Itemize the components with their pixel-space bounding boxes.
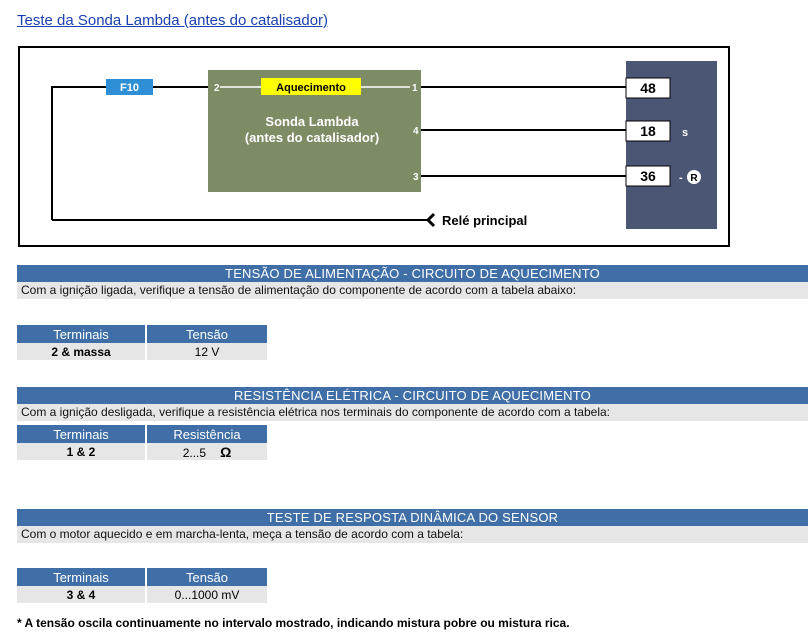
table-row bbox=[17, 586, 267, 603]
reference-ground-letter: R bbox=[690, 173, 698, 184]
pin-4-label: 4 bbox=[413, 126, 419, 137]
heater-label: Aquecimento bbox=[276, 82, 346, 94]
fuse-label: F10 bbox=[120, 82, 139, 94]
section-title-supply-voltage: TENSÃO DE ALIMENTAÇÃO - CIRCUITO DE AQUECIMENTO bbox=[17, 265, 808, 282]
component-name-line2: (antes do catalisador) bbox=[244, 130, 380, 145]
ecu-pin-36: 36 bbox=[640, 168, 656, 184]
relay-label: Relé principal bbox=[442, 213, 528, 228]
section-title-dynamic-response: TESTE DE RESPOSTA DINÂMICA DO SENSOR bbox=[17, 509, 808, 526]
resistance-value: 2...5 bbox=[182, 445, 207, 460]
table-row bbox=[17, 343, 267, 360]
resistance-table bbox=[17, 425, 267, 460]
ecu-pin-48: 48 bbox=[640, 80, 656, 96]
pin-2-label: 2 bbox=[214, 83, 220, 94]
header-terminals: Terminais bbox=[17, 425, 146, 443]
footnote: * A tensão oscila continuamente no intervalo mostrado, indicando mistura pobre ou mistura rica. bbox=[17, 616, 570, 630]
header-voltage: Tensão bbox=[146, 568, 267, 586]
component-name-line1: Sonda Lambda bbox=[265, 114, 359, 129]
cell-resistance bbox=[146, 443, 267, 460]
ohm-symbol: Ω bbox=[220, 443, 232, 460]
dynamic-response-table bbox=[17, 568, 267, 603]
table-row bbox=[17, 443, 267, 460]
wiring-diagram-svg bbox=[20, 48, 728, 245]
cell-terminals: 2 & massa bbox=[17, 343, 146, 360]
page-title-link[interactable]: Teste da Sonda Lambda (antes do catalisador) bbox=[17, 12, 329, 29]
header-voltage: Tensão bbox=[146, 325, 267, 343]
supply-voltage-table bbox=[17, 325, 267, 360]
header-resistance: Resistência bbox=[146, 425, 267, 443]
cell-voltage: 12 V bbox=[146, 343, 267, 360]
header-terminals: Terminais bbox=[17, 568, 146, 586]
table-header-row bbox=[17, 568, 267, 586]
cell-terminals: 3 & 4 bbox=[17, 586, 146, 603]
table-header-row bbox=[17, 425, 267, 443]
table-header-row bbox=[17, 325, 267, 343]
wiring-diagram bbox=[18, 46, 730, 247]
header-terminals: Terminais bbox=[17, 325, 146, 343]
section-description-dynamic-response: Com o motor aquecido e em marcha-lenta, meça a tensão de acordo com a tabela: bbox=[17, 526, 808, 543]
ecu-pin-18: 18 bbox=[640, 123, 656, 139]
section-description-supply-voltage: Com a ignição ligada, verifique a tensão de alimentação do componente de acordo com a tabela abaixo: bbox=[17, 282, 808, 299]
pin-3-label: 3 bbox=[413, 172, 419, 183]
section-title-resistance: RESISTÊNCIA ELÉTRICA - CIRCUITO DE AQUECIMENTO bbox=[17, 387, 808, 404]
ground-dash: - bbox=[679, 172, 683, 184]
cell-terminals: 1 & 2 bbox=[17, 443, 146, 460]
relay-arrow-icon bbox=[428, 214, 434, 226]
section-description-resistance: Com a ignição desligada, verifique a resistência elétrica nos terminais do componente de acordo com a tabela: bbox=[17, 404, 808, 421]
cell-voltage: 0...1000 mV bbox=[146, 586, 267, 603]
pin-1-label: 1 bbox=[412, 83, 418, 94]
shield-symbol-s: s bbox=[682, 127, 689, 139]
